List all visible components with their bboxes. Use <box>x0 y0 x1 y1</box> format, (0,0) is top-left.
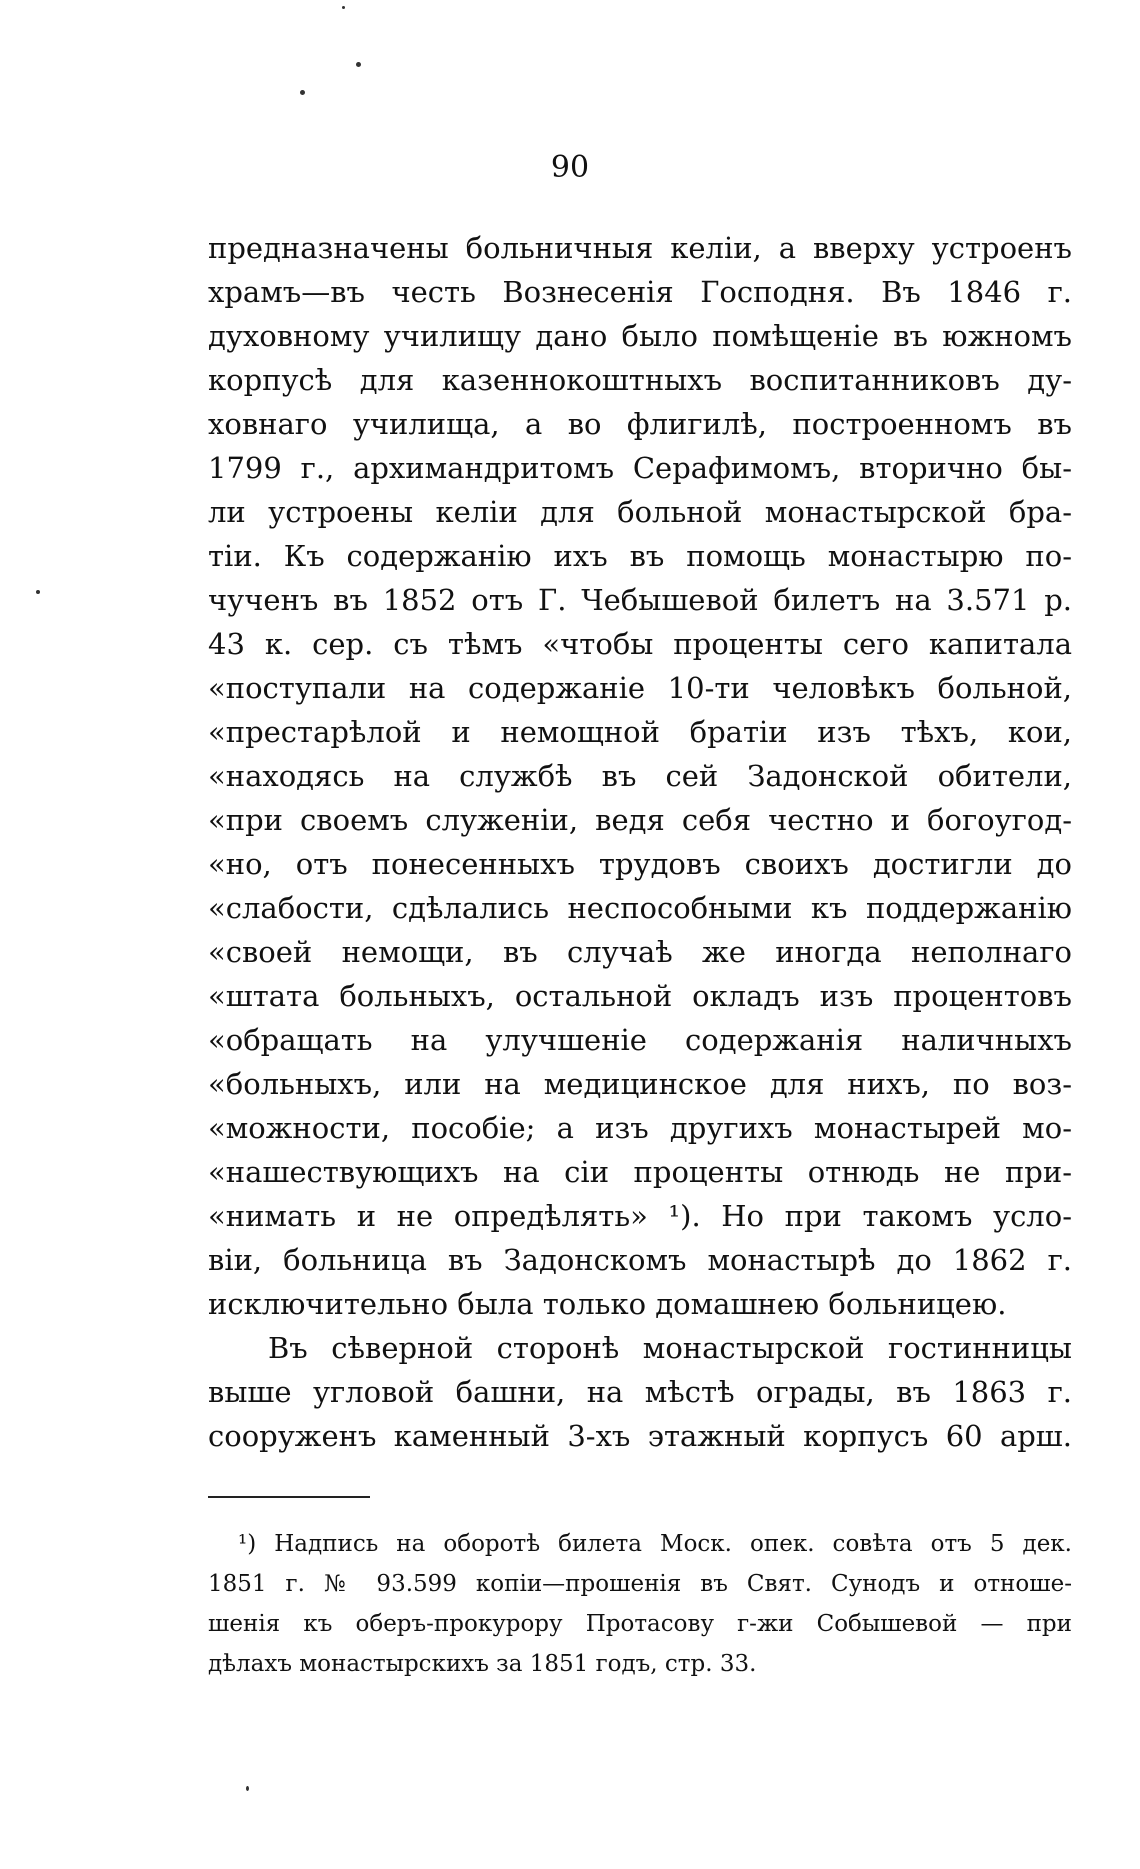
print-speck <box>246 1786 249 1791</box>
text-line: чученъ въ 1852 отъ Г. Чебышевой билетъ на 3.571 р. <box>208 583 1072 617</box>
text-line: «при своемъ служеніи, ведя себя честно и богоугод- <box>208 803 1072 837</box>
text-line: «обращать на улучшеніе содержанія наличныхъ <box>208 1023 1072 1057</box>
text-line: «престарѣлой и немощной братіи изъ тѣхъ, кои, <box>208 715 1072 749</box>
text-line: духовному училищу дано было помѣщеніе въ южномъ <box>208 319 1072 353</box>
text-line: 43 к. сер. съ тѣмъ «чтобы проценты сего капитала <box>208 627 1072 661</box>
text-line: ховнаго училища, а во флигилѣ, построенномъ въ <box>208 407 1072 441</box>
print-speck <box>356 62 361 67</box>
text-line: «но, отъ понесенныхъ трудовъ своихъ достигли до <box>208 847 1072 881</box>
footnote-line: дѣлахъ монастырскихъ за 1851 годъ, стр. 33. <box>208 1651 757 1677</box>
text-line: «поступали на содержаніе 10-ти человѣкъ больной, <box>208 671 1072 705</box>
footnote-line: ¹) Надпись на оборотѣ билета Моск. опек. совѣта отъ 5 дек. <box>238 1531 1072 1557</box>
print-speck <box>36 590 40 594</box>
text-line: Въ сѣверной сторонѣ монастырской гостинницы <box>268 1331 1072 1365</box>
text-line: сооруженъ каменный 3-хъ этажный корпусъ 60 арш. <box>208 1419 1072 1453</box>
print-speck <box>300 90 305 95</box>
text-line: «штата больныхъ, остальной окладъ изъ процентовъ <box>208 979 1072 1013</box>
text-line: «больныхъ, или на медицинское для нихъ, по воз- <box>208 1067 1072 1101</box>
footnote-line: 1851 г. № 93.599 копіи—прошенія въ Свят. Сунодъ и отноше- <box>208 1571 1072 1597</box>
footnote-divider <box>208 1496 370 1498</box>
text-line: віи, больница въ Задонскомъ монастырѣ до 1862 г. <box>208 1243 1072 1277</box>
text-line: «нимать и не опредѣлять» ¹). Но при такомъ усло- <box>208 1199 1072 1233</box>
text-line: выше угловой башни, на мѣстѣ ограды, въ 1863 г. <box>208 1375 1072 1409</box>
text-line: 1799 г., архимандритомъ Серафимомъ, вторично бы- <box>208 451 1072 485</box>
text-line: тіи. Къ содержанію ихъ въ помощь монастырю по- <box>208 539 1072 573</box>
text-line: «своей немощи, въ случаѣ же иногда неполнаго <box>208 935 1072 969</box>
text-line: исключительно была только домашнею больницею. <box>208 1287 1007 1321</box>
text-line: ли устроены келіи для больной монастырской бра- <box>208 495 1072 529</box>
text-line: корпусѣ для казеннокоштныхъ воспитанниковъ ду- <box>208 363 1072 397</box>
text-line: «находясь на службѣ въ сей Задонской обители, <box>208 759 1072 793</box>
text-line: «слабости, сдѣлались неспособными къ поддержанію <box>208 891 1072 925</box>
text-line: «нашествующихъ на сіи проценты отнюдь не при- <box>208 1155 1072 1189</box>
text-line: предназначены больничныя келіи, а вверху устроенъ <box>208 231 1072 265</box>
print-speck <box>342 6 345 9</box>
body-text <box>208 226 1072 1458</box>
footnotes <box>208 1524 1072 1684</box>
footnote-line: шенія къ оберъ-прокурору Протасову г-жи Собышевой — при <box>208 1611 1072 1637</box>
page-number: 90 <box>550 150 590 185</box>
text-line: храмъ—въ честь Вознесенія Господня. Въ 1846 г. <box>208 275 1072 309</box>
text-line: «можности, пособіе; а изъ другихъ монастырей мо- <box>208 1111 1072 1145</box>
